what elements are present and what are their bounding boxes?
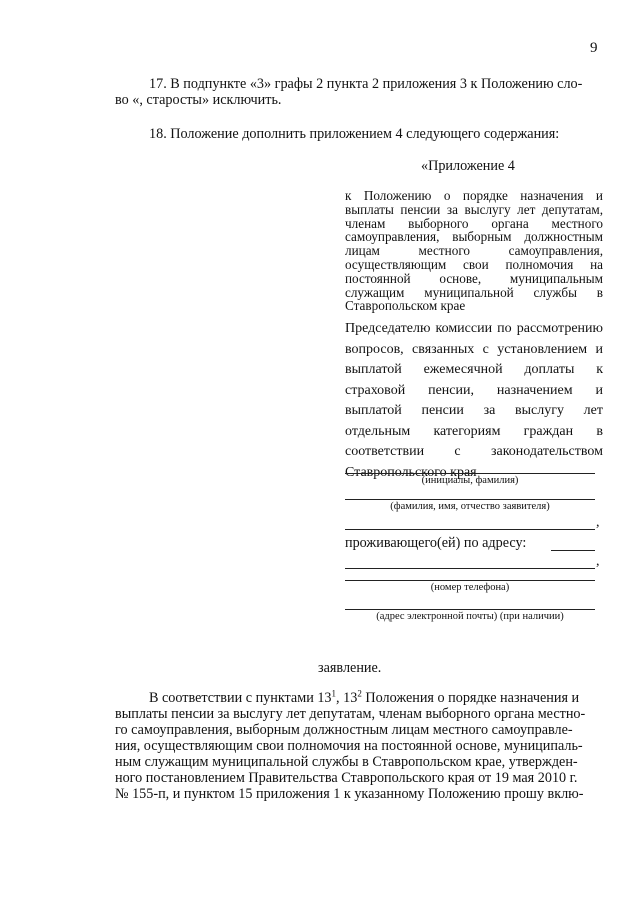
appendix-heading: «Приложение 4: [421, 158, 515, 174]
fullname-line-2[interactable]: [345, 529, 595, 530]
statement-line: ного постановлением Правительства Ставропольского края от 19 мая 2010 г.: [115, 770, 578, 786]
residing-label: проживающего(ей) по адресу:: [345, 535, 527, 551]
comma-1: ,: [596, 515, 600, 530]
statement-body: [115, 690, 605, 802]
email-line[interactable]: [345, 609, 595, 610]
addressee-block: Председателю комиссии по рассмотрению вопросов, связанных с установлением и выплатой ежемесячной доплаты к страховой пенсии, назначением и выплатой пенсии за выслугу лет отдельным категориям граждан в соответствии с законодательством Ставропольского края: [345, 321, 603, 480]
statement-lines: [115, 690, 605, 802]
item-17-line-1: 17. В подпункте «3» графы 2 пункта 2 приложения 3 к Положению сло-: [149, 76, 583, 92]
initials-line[interactable]: [345, 473, 595, 474]
address-line-2[interactable]: [345, 568, 595, 569]
initials-caption: (инициалы, фамилия): [421, 475, 519, 486]
address-line-1[interactable]: [551, 550, 595, 551]
fullname-line[interactable]: [345, 499, 595, 500]
phone-caption: (номер телефона): [430, 582, 510, 593]
statement-line: ным служащим муниципальной службы в Ставропольском крае, утвержден-: [115, 754, 578, 770]
statement-line: го самоуправления, выборным должностным лицам местного самоуправле-: [115, 722, 573, 738]
comma-2: ,: [596, 554, 600, 569]
statement-title: заявление.: [318, 660, 382, 676]
statement-line: В соответствии с пунктами $13^1$, $13^2$ Положения о порядке назначения и: [149, 688, 580, 706]
item-18: 18. Положение дополнить приложением 4 следующего содержания:: [149, 126, 560, 142]
phone-line[interactable]: [345, 580, 595, 581]
appendix-subtitle: к Положению о порядке назначения и выплаты пенсии за выслугу лет депутатам, членам выборного органа местного самоуправления, выборным должностным лицам местного самоуправления, осуществляющим свои полномочия на постоянной основе, муниципальным служащим муниципальной службы в Ставропольском крае: [345, 188, 603, 314]
statement-line: выплаты пенсии за выслугу лет депутатам, членам выборного органа местно-: [115, 706, 586, 722]
page-number: 9: [590, 40, 598, 56]
item-17: [115, 76, 605, 108]
statement-line: ния, осуществляющим свои полномочия на постоянной основе, муниципаль-: [115, 738, 583, 754]
statement-line: № 155-п, и пунктом 15 приложения 1 к указанному Положению прошу вклю-: [115, 786, 584, 802]
item-17-line-2: во «, старосты» исключить.: [115, 92, 282, 108]
email-caption: (адрес электронной почты) (при наличии): [376, 611, 564, 622]
fullname-caption: (фамилия, имя, отчество заявителя): [390, 501, 550, 512]
